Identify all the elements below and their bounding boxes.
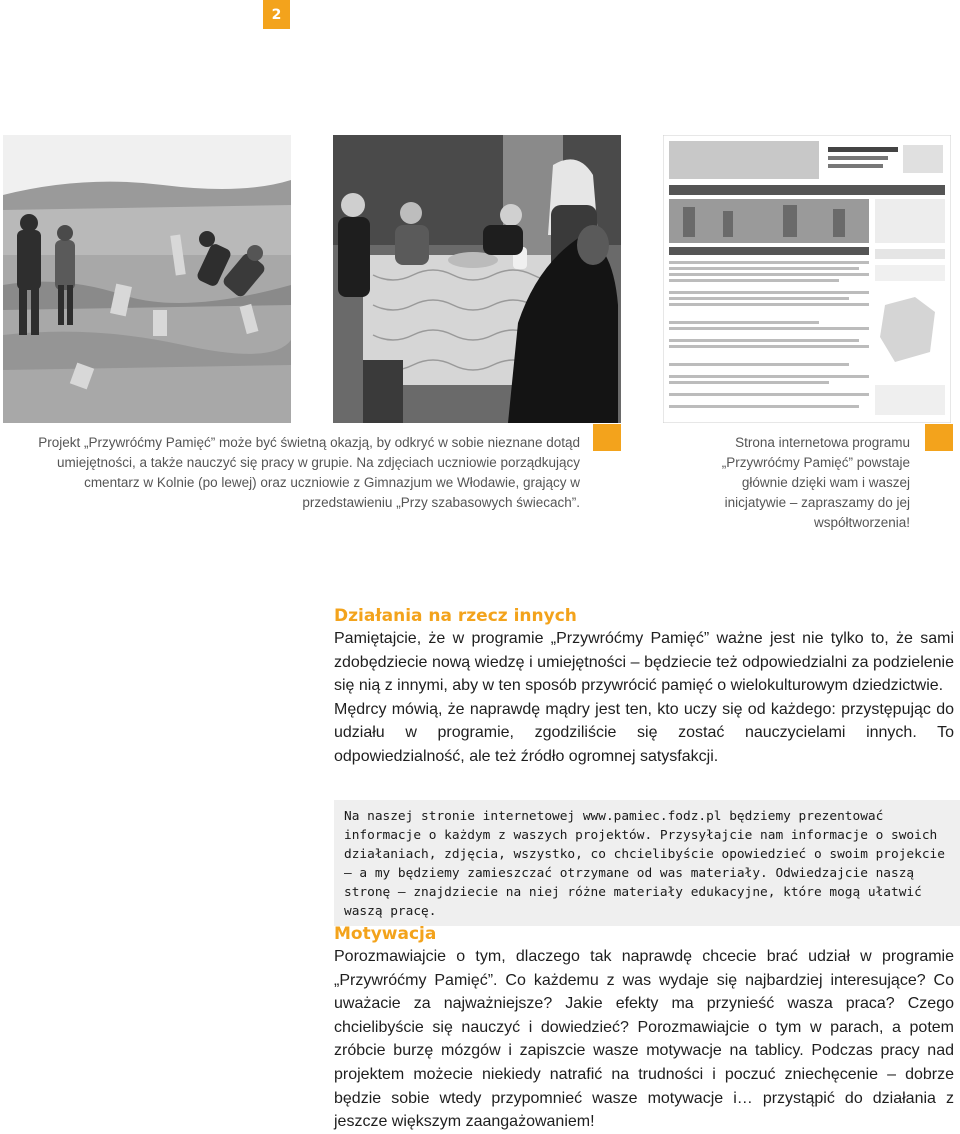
body-paragraph: Porozmawiajcie o tym, dlaczego tak naprawdę chcecie brać udział w programie „Przywróćmy Pamięć”. Co każdemu z was wydaje się najbardziej interesujące? Co uważacie za najważniejsze? Jakie efekty ma przynieść wasza praca? Czego chcielibyście się nauczyć i dowiedzieć? Porozmawiajcie o tym w parach, a potem zróbcie burzę mózgów i zapiszcie wasze motywacje na tablicy. Podczas pracy nad projektem możecie niekiedy natrafić na trudności i poczuć zniechęcenie – dobrze będzie sobie wtedy przypomnieć wasze motywacje i… przystąpić do działania z jeszcze większym zaangażowaniem!	[334, 948, 954, 1131]
photo-caption-right: Strona internetowa programu „Przywróćmy Pamięć” powstaje głównie dzięki wam i waszej inicjatywie – zapraszamy do jej współtworzenia!	[721, 435, 910, 530]
orange-marker-square	[925, 424, 953, 451]
body-paragraph: Mędrcy mówią, że naprawdę mądry jest ten, kto uczy się od każdego: przystępując do udziału w programie, zgodziliście się zostać nauczycielami innych. To odpowiedzialność, ale też źródło ogromnej satysfakcji.	[334, 700, 954, 765]
orange-marker-square	[593, 424, 621, 451]
cemetery-cleanup-photo	[3, 135, 291, 423]
website-info-box: Na naszej stronie internetowej www.pamiec.fodz.pl będziemy prezentować informacje o każdym z waszych projektów. Przysyłajcie nam informacje o swoich działaniach, zdjęcia, wszystko, co chcielibyście opowiedzieć o swoim projekcie – a my będziemy zamieszczać otrzymane od was materiały. Odwiedzajcie naszą stronę – znajdziecie na niej różne materiały edukacyjne, które mogą ułatwić waszą pracę.	[334, 800, 960, 926]
website-screenshot-image	[663, 135, 951, 423]
theatre-performance-photo	[333, 135, 621, 423]
photo-caption-left: Projekt „Przywróćmy Pamięć” może być świetną okazją, by odkryć w sobie nieznane dotąd umiejętności, a także nauczyć się pracy w grupie. Na zdjęciach uczniowie porządkujący cmentarz w Kolnie (po lewej) oraz uczniowie z Gimnazjum we Włodawie, grający w przedstawieniu „Przy szabasowych świecach”.	[38, 435, 580, 510]
section-motivation	[334, 923, 954, 1134]
section-heading: Motywacja	[334, 924, 437, 944]
page-number-badge: 2	[263, 0, 290, 29]
section-heading: Działania na rzecz innych	[334, 606, 577, 626]
body-paragraph: Pamiętajcie, że w programie „Przywróćmy Pamięć” ważne jest nie tylko to, że sami zdobędziecie nową wiedzę i umiejętności – będziecie też odpowiedzialni za podzielenie się nią z innymi, aby w ten sposób przywrócić pamięć o wielokulturowym dziedzictwie.	[334, 630, 954, 695]
section-actions	[334, 605, 954, 769]
